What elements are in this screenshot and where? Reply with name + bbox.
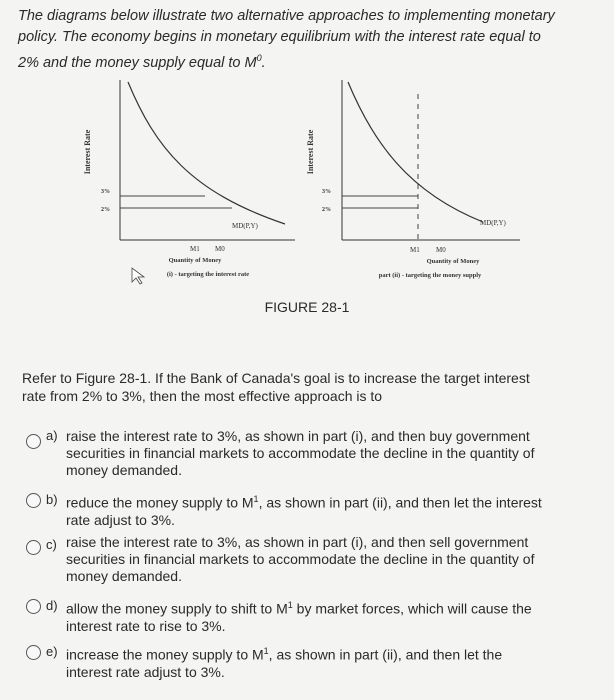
- option-c-line-1: raise the interest rate to 3%, as shown in part (i), and then sell government: [66, 534, 529, 550]
- option-c-letter: c): [46, 537, 57, 552]
- caption-part-ii: part (ii) - targeting the money supply: [378, 272, 482, 279]
- option-c-line-2: securities in financial markets to accommodate the decline in the quantity of: [66, 551, 535, 567]
- option-a-line-1: raise the interest rate to 3%, as shown in part (i), and then buy government: [66, 428, 530, 444]
- figure-part-ii: [308, 72, 548, 287]
- y-axis-label: Interest Rate: [306, 129, 315, 175]
- option-a-line-3: money demanded.: [66, 462, 182, 478]
- m0-label: M0: [436, 246, 446, 254]
- money-demand-curve: [128, 82, 285, 224]
- tick-3: 3%: [101, 189, 110, 195]
- figure-title: FIGURE 28-1: [264, 299, 350, 315]
- option-c[interactable]: [26, 534, 586, 586]
- option-b-line-2: rate adjust to 3%.: [66, 511, 175, 528]
- option-a-letter: a): [46, 428, 58, 443]
- option-d[interactable]: [26, 597, 586, 633]
- tick-2: 2%: [101, 207, 110, 213]
- m1-label: M1: [190, 245, 200, 253]
- intro-line-2: policy. The economy begins in monetary equilibrium with the interest rate equal to: [18, 29, 541, 45]
- option-c-line-3: money demanded.: [66, 568, 182, 584]
- option-b-line-1: reduce the money supply to $M^1$, as shown in part (ii), and then let the interest: [66, 494, 542, 511]
- tick-3: 3%: [322, 189, 331, 195]
- intro-line-3: 2% and the money supply equal to $M^0$.: [18, 53, 266, 71]
- md-label: MD(P,Y): [232, 222, 258, 230]
- question-line-1: Refer to Figure 28-1. If the Bank of Canada's goal is to increase the target interest: [22, 370, 530, 386]
- radio-b[interactable]: [26, 493, 41, 508]
- option-e[interactable]: [26, 643, 586, 679]
- money-demand-curve: [348, 82, 483, 222]
- tick-2: 2%: [322, 207, 331, 213]
- radio-d[interactable]: [26, 599, 41, 614]
- option-a-line-2: securities in financial markets to accommodate the decline in the quantity of: [66, 445, 535, 461]
- radio-e[interactable]: [26, 645, 41, 660]
- option-a[interactable]: [26, 428, 586, 480]
- question-line-2: rate from 2% to 3%, then the most effective approach is to: [22, 388, 383, 404]
- question-text: [22, 369, 592, 405]
- x-axis-label: Quantity of Money: [168, 257, 222, 264]
- md-label: MD(P,Y): [480, 219, 506, 227]
- option-e-line-2: interest rate adjust to 3%.: [66, 663, 225, 680]
- option-d-line-1: allow the money supply to shift to $M^1$ by market forces, which will cause the: [66, 600, 532, 617]
- y-axis-label: Interest Rate: [83, 129, 92, 175]
- option-d-line-2: interest rate to rise to 3%.: [66, 617, 226, 634]
- option-d-letter: d): [46, 598, 58, 613]
- option-e-line-1: increase the money supply to $M^1$, as shown in part (ii), and then let the: [66, 646, 503, 663]
- question-intro: [18, 6, 598, 74]
- option-b-letter: b): [46, 492, 58, 507]
- caption-part-i: (i) - targeting the interest rate: [166, 271, 250, 278]
- m1-label: M1: [410, 246, 420, 254]
- option-b[interactable]: [26, 491, 586, 527]
- figure-part-i: [80, 72, 295, 287]
- radio-a[interactable]: [26, 434, 41, 449]
- radio-c[interactable]: [26, 540, 41, 555]
- x-axis-label: Quantity of Money: [426, 258, 480, 265]
- m0-label: M0: [215, 245, 225, 253]
- option-e-letter: e): [46, 644, 58, 659]
- intro-line-1: The diagrams below illustrate two alternative approaches to implementing monetary: [18, 8, 555, 24]
- cursor-icon: [132, 268, 144, 284]
